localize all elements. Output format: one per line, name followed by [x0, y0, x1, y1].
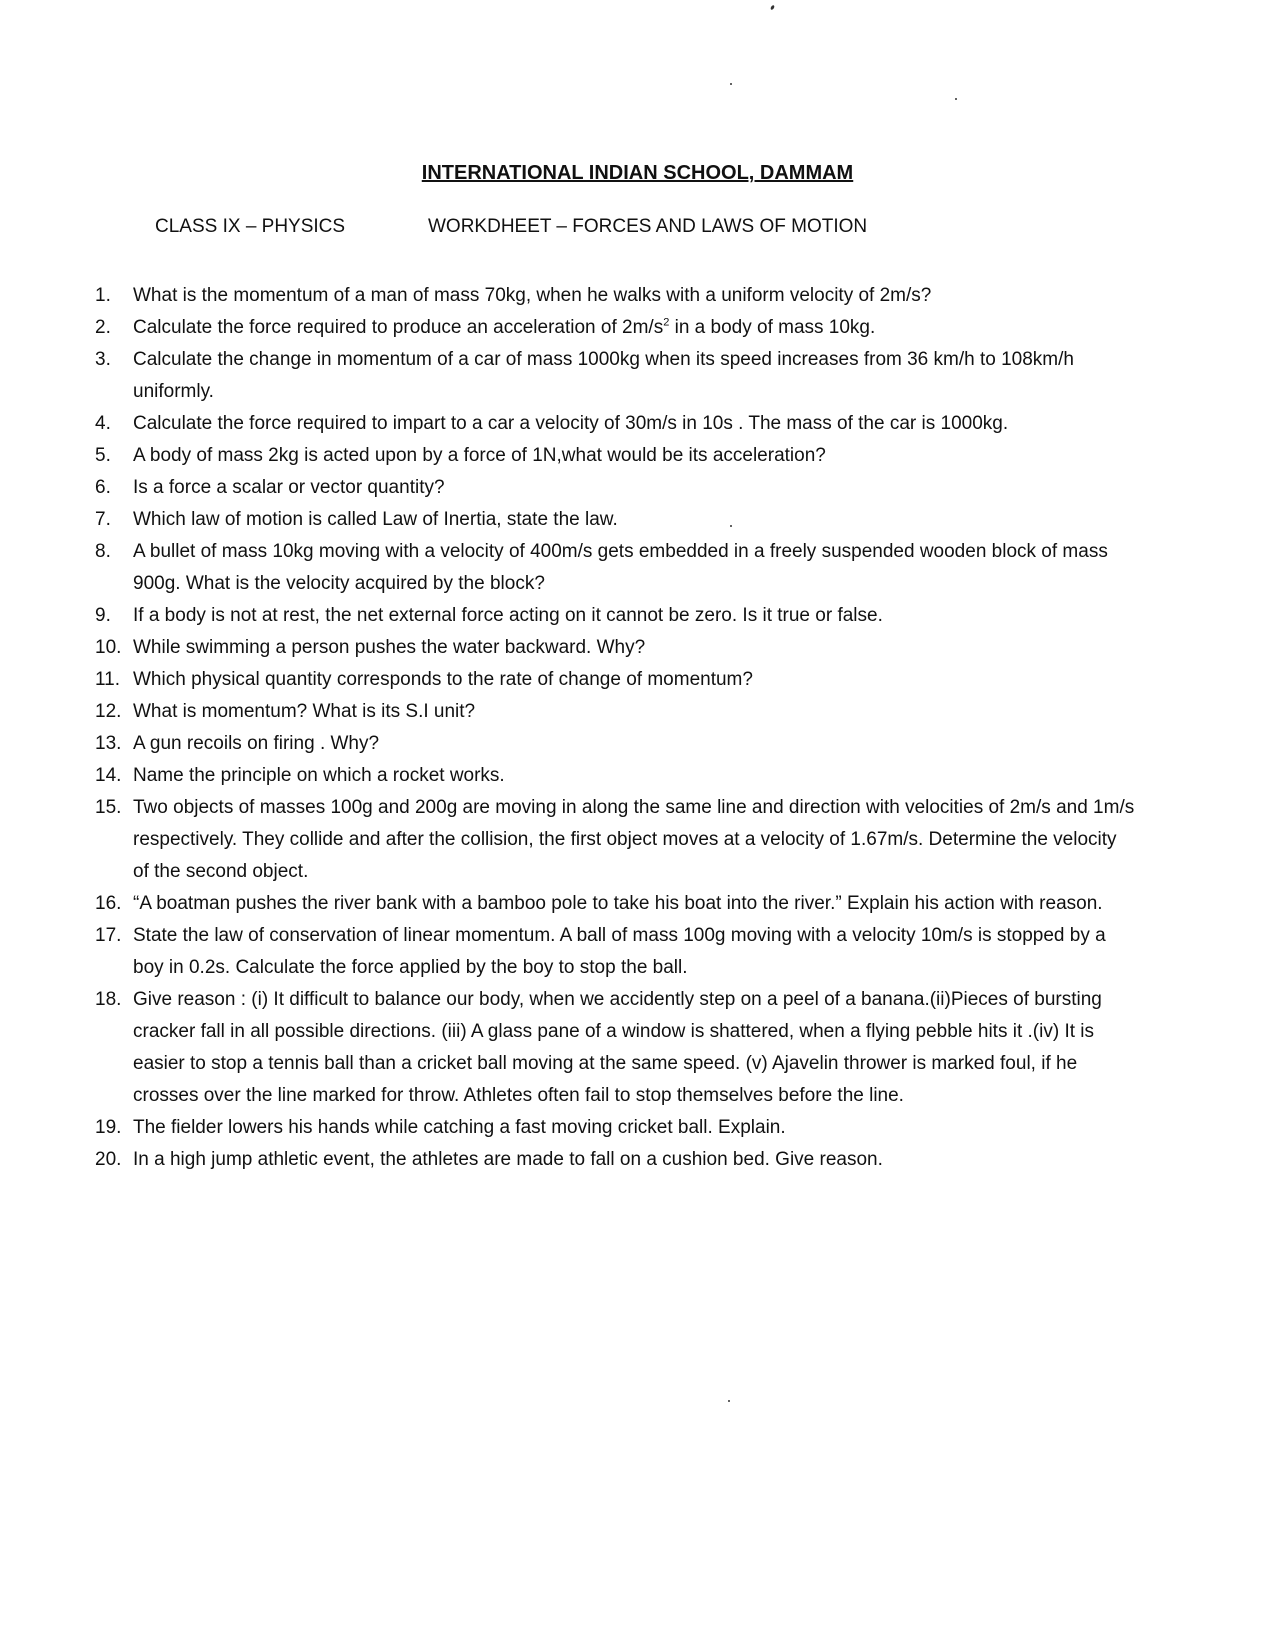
question-item: [95, 408, 1135, 440]
question-number: 12.: [95, 701, 122, 722]
question-item: [95, 792, 1135, 888]
question-item: [95, 440, 1135, 472]
question-item: [95, 504, 1135, 536]
question-item: [95, 984, 1135, 1112]
question-number: 17.: [95, 925, 122, 946]
question-text: in a body of mass 10kg.: [669, 317, 876, 338]
question-text: What is momentum? What is its S.I unit?: [133, 701, 476, 722]
question-number: 9.: [95, 605, 111, 626]
question-number: 6.: [95, 477, 111, 498]
question-text: A body of mass 2kg is acted upon by a force of 1N,what would be its acceleration?: [133, 445, 826, 466]
question-text: Which physical quantity corresponds to the rate of change of momentum?: [133, 669, 753, 690]
question-text: The fielder lowers his hands while catching a fast moving cricket ball. Explain.: [133, 1117, 786, 1138]
question-item: [95, 600, 1135, 632]
question-item: [95, 1144, 1135, 1176]
question-number: 13.: [95, 733, 122, 754]
question-item: [95, 728, 1135, 760]
question-item: [95, 472, 1135, 504]
question-number: 19.: [95, 1117, 122, 1138]
question-number: 4.: [95, 413, 111, 434]
question-number: 2.: [95, 317, 111, 338]
question-text: Name the principle on which a rocket works.: [133, 765, 505, 786]
question-item: [95, 312, 1135, 344]
question-item: [95, 696, 1135, 728]
question-text: State the law of conservation of linear momentum. A ball of mass 100g moving with a velocity 10m/s is stopped by a boy in 0.2s. Calculate the force applied by the boy to stop the ball.: [133, 925, 1106, 978]
question-number: 14.: [95, 765, 122, 786]
question-item: [95, 664, 1135, 696]
question-text: Calculate the force required to produce an acceleration of 2m/s: [133, 317, 664, 338]
scan-speck: [730, 83, 732, 85]
class-label: CLASS IX – PHYSICS: [155, 216, 346, 237]
question-item: [95, 280, 1135, 312]
question-text: Calculate the force required to impart to a car a velocity of 30m/s in 10s . The mass of the car is 1000kg.: [133, 413, 1009, 434]
question-text: Give reason : (i) It difficult to balance our body, when we accidently step on a peel of a banana.(ii)Pieces of bursting cracker fall in all possible directions. (iii) A glass pane of a window is shattered, when a flying pebble hits it .(iv) It is easier to stop a tennis ball than a cricket ball moving at the same speed. (v) Ajavelin thrower is marked foul, if he crosses over the line marked for throw. Athletes often fail to stop themselves before the line.: [133, 989, 1102, 1106]
question-text: In a high jump athletic event, the athletes are made to fall on a cushion bed. Give reason.: [133, 1149, 883, 1170]
question-text: “A boatman pushes the river bank with a bamboo pole to take his boat into the river.” Explain his action with reason.: [133, 893, 1103, 914]
question-number: 18.: [95, 989, 122, 1010]
school-title: INTERNATIONAL INDIAN SCHOOL, DAMMAM: [421, 162, 854, 184]
question-number: 15.: [95, 797, 122, 818]
question-list: [95, 280, 1135, 1176]
question-number: 7.: [95, 509, 111, 530]
question-number: 20.: [95, 1149, 122, 1170]
superscript: 2: [663, 316, 670, 329]
scan-speck: [728, 1400, 730, 1402]
question-text: Which law of motion is called Law of Inertia, state the law.: [133, 509, 618, 530]
question-item: [95, 920, 1135, 984]
scan-speck: [770, 5, 775, 11]
question-text: A bullet of mass 10kg moving with a velocity of 400m/s gets embedded in a freely suspended wooden block of mass 900g. What is the velocity acquired by the block?: [133, 541, 1108, 594]
question-text: Two objects of masses 100g and 200g are moving in along the same line and direction with velocities of 2m/s and 1m/s respectively. They collide and after the collision, the first object moves at a velocity of 1.67m/s. Determine the velocity of the second object.: [133, 797, 1135, 882]
question-item: [95, 1112, 1135, 1144]
question-text: What is the momentum of a man of mass 70kg, when he walks with a uniform velocity of 2m/s?: [133, 285, 932, 306]
question-text: While swimming a person pushes the water backward. Why?: [133, 637, 646, 658]
question-item: [95, 344, 1135, 408]
question-item: [95, 888, 1135, 920]
question-text: If a body is not at rest, the net external force acting on it cannot be zero. Is it true or false.: [133, 605, 883, 626]
question-number: 8.: [95, 541, 111, 562]
question-text: A gun recoils on firing . Why?: [133, 733, 380, 754]
question-number: 3.: [95, 349, 111, 370]
question-number: 10.: [95, 637, 122, 658]
question-number: 11.: [95, 669, 121, 690]
question-item: [95, 536, 1135, 600]
worksheet-title: WORKDHEET – FORCES AND LAWS OF MOTION: [428, 216, 868, 237]
question-text: Is a force a scalar or vector quantity?: [133, 477, 445, 498]
scan-speck: [955, 98, 957, 100]
question-text: Calculate the change in momentum of a car of mass 1000kg when its speed increases from 36 km/h to 108km/h uniformly.: [133, 349, 1074, 402]
question-item: [95, 760, 1135, 792]
question-item: [95, 632, 1135, 664]
question-number: 1.: [95, 285, 111, 306]
question-number: 5.: [95, 445, 111, 466]
question-number: 16.: [95, 893, 122, 914]
